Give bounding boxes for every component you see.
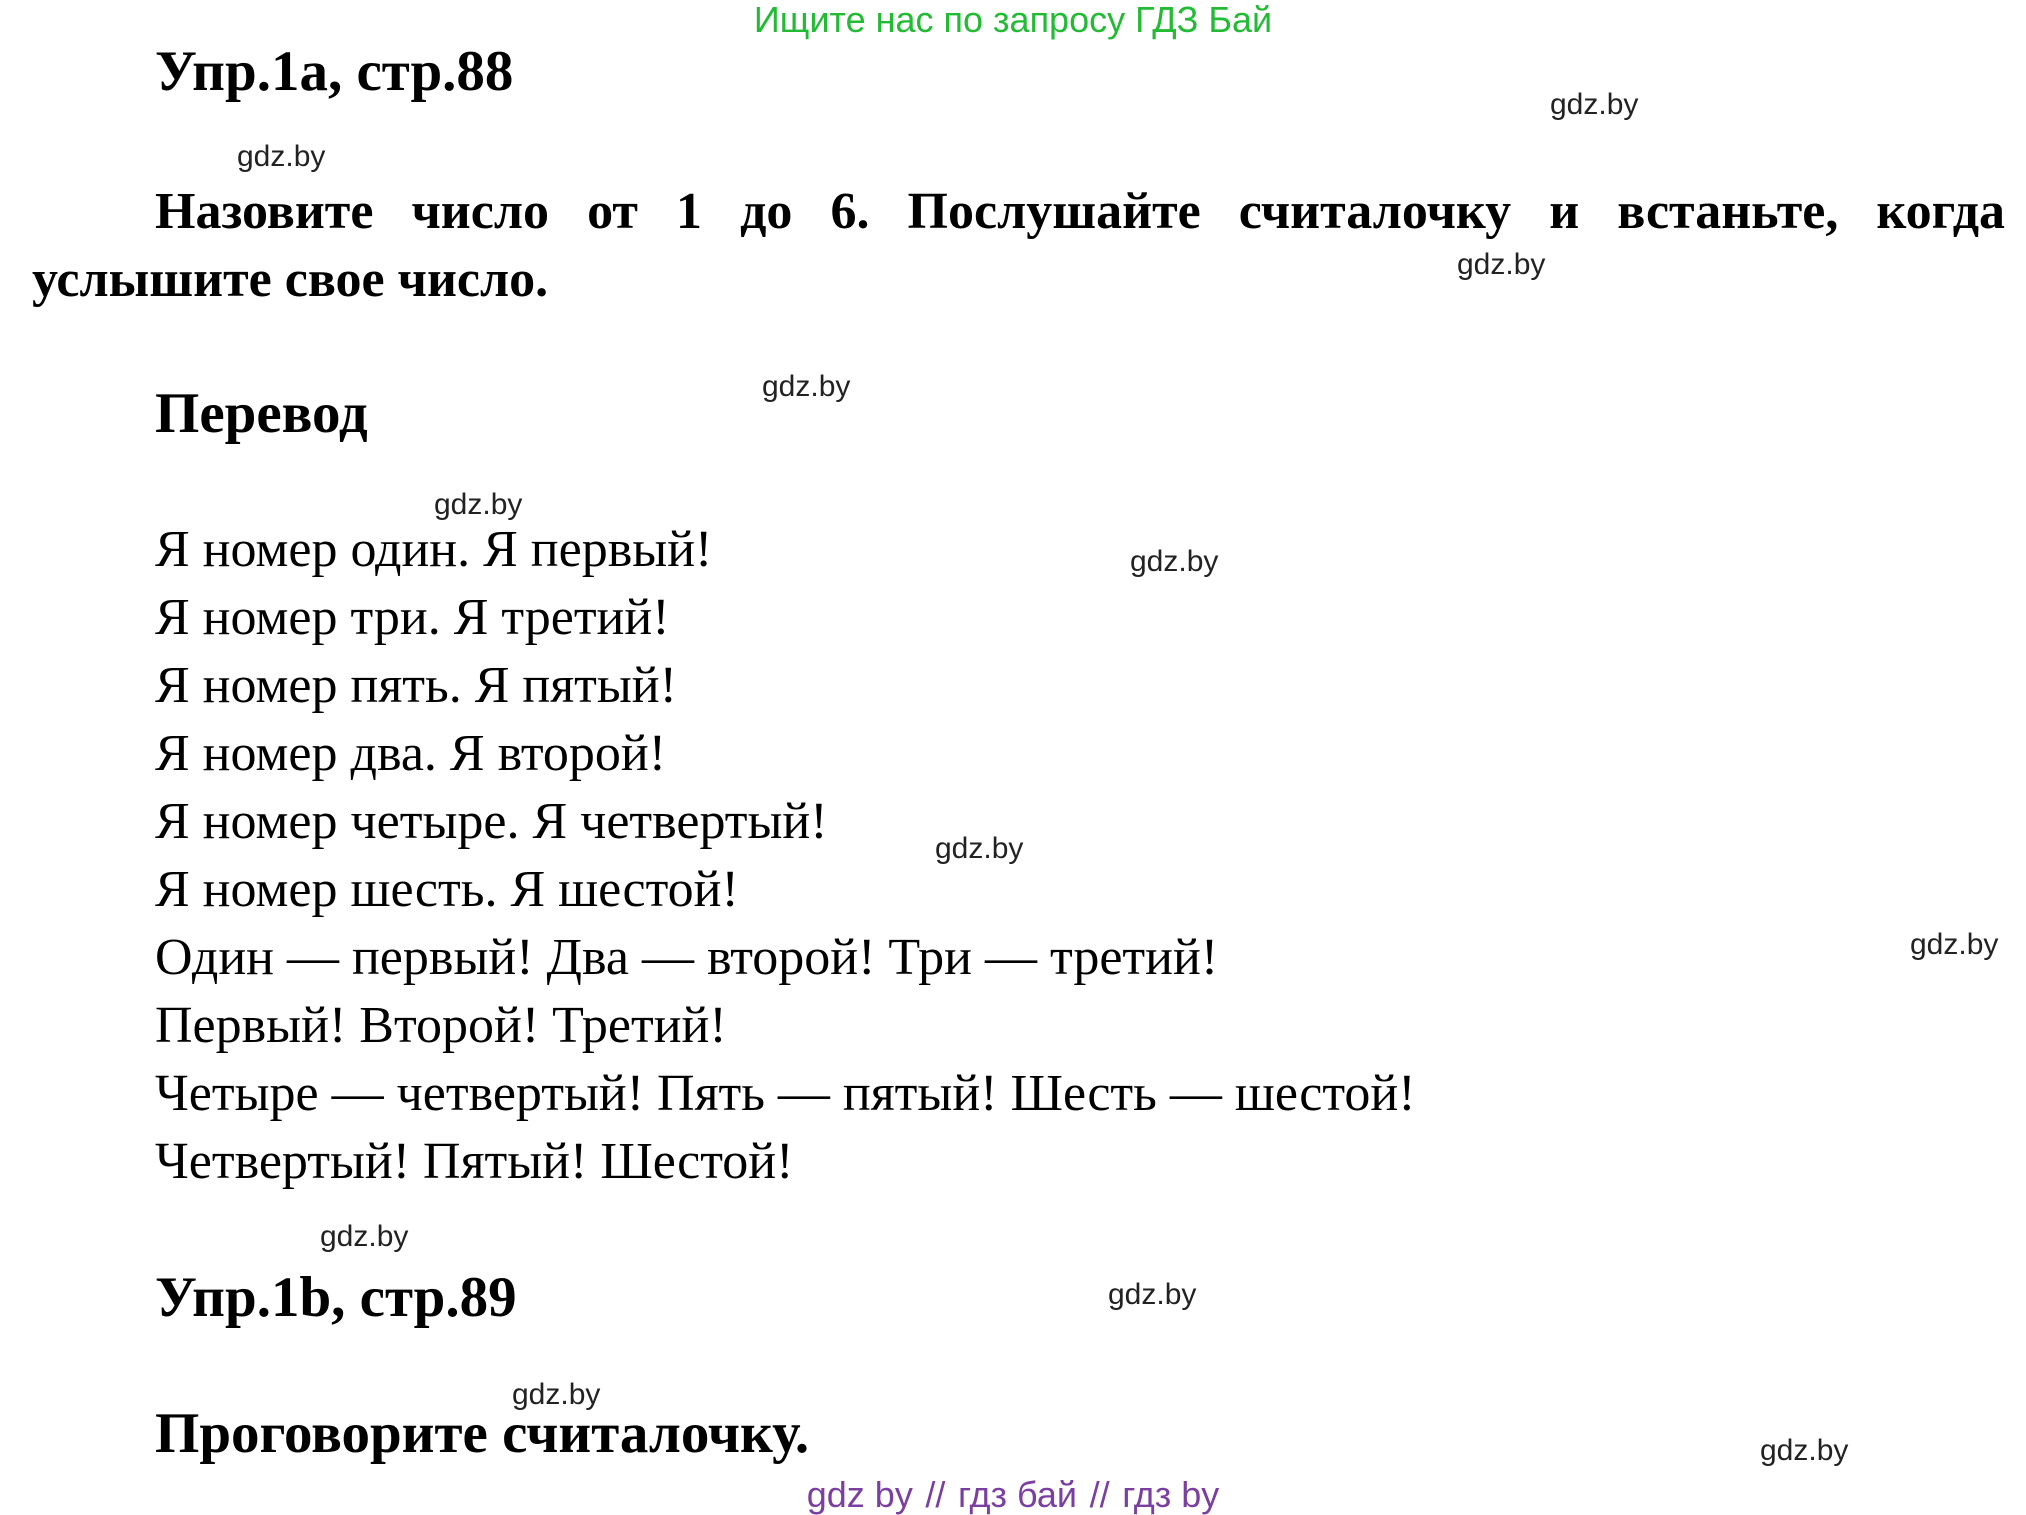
exercise-1b-heading: Упр.1b, стр.89 <box>155 1266 517 1329</box>
poem-line: Я номер один. Я первый! <box>155 521 713 578</box>
watermark: gdz.by <box>237 140 326 173</box>
footer-link-gdz-by[interactable]: gdz by <box>806 1474 913 1515</box>
poem-line: Один — первый! Два — второй! Три — третий! <box>155 929 1219 986</box>
watermark: gdz.by <box>1457 248 1546 281</box>
watermark: gdz.by <box>762 370 851 403</box>
watermark: gdz.by <box>1550 88 1639 121</box>
poem-line: Я номер шесть. Я шестой! <box>155 861 739 918</box>
footer-separator: // <box>1089 1474 1110 1515</box>
top-banner[interactable]: Ищите нас по запросу ГДЗ Бай <box>753 0 1273 40</box>
footer-link-gdz-bai[interactable]: гдз бай <box>958 1474 1077 1515</box>
footer-links <box>0 1475 2026 1515</box>
poem-line: Я номер четыре. Я четвертый! <box>155 793 828 850</box>
exercise-1b-task: Проговорите считалочку. <box>155 1402 810 1465</box>
watermark: gdz.by <box>1760 1434 1849 1467</box>
watermark: gdz.by <box>935 832 1024 865</box>
poem-line: Первый! Второй! Третий! <box>155 997 727 1054</box>
watermark: gdz.by <box>434 488 523 521</box>
watermark: gdz.by <box>1130 545 1219 578</box>
poem-line: Я номер пять. Я пятый! <box>155 657 677 714</box>
poem-line: Четвертый! Пятый! Шестой! <box>155 1133 794 1190</box>
poem-line: Я номер три. Я третий! <box>155 589 670 646</box>
watermark: gdz.by <box>512 1378 601 1411</box>
watermark: gdz.by <box>1108 1278 1197 1311</box>
footer-link-gdz-by-cyr[interactable]: гдз by <box>1122 1474 1220 1515</box>
watermark: gdz.by <box>1910 928 1999 961</box>
translation-poem <box>155 516 1416 1196</box>
poem-line: Четыре — четвертый! Пять — пятый! Шесть — шестой! <box>155 1065 1416 1122</box>
poem-line: Я номер два. Я второй! <box>155 725 667 782</box>
footer-separator: // <box>925 1474 946 1515</box>
exercise-1a-task-line-1: Назовите число от 1 до 6. Послушайте считалочку и встаньте, когда <box>155 183 2005 240</box>
exercise-1a-task-line-2: услышите свое число. <box>32 251 549 308</box>
exercise-1a-heading: Упр.1a, стр.88 <box>155 40 514 103</box>
watermark: gdz.by <box>320 1220 409 1253</box>
translation-heading: Перевод <box>155 382 368 445</box>
